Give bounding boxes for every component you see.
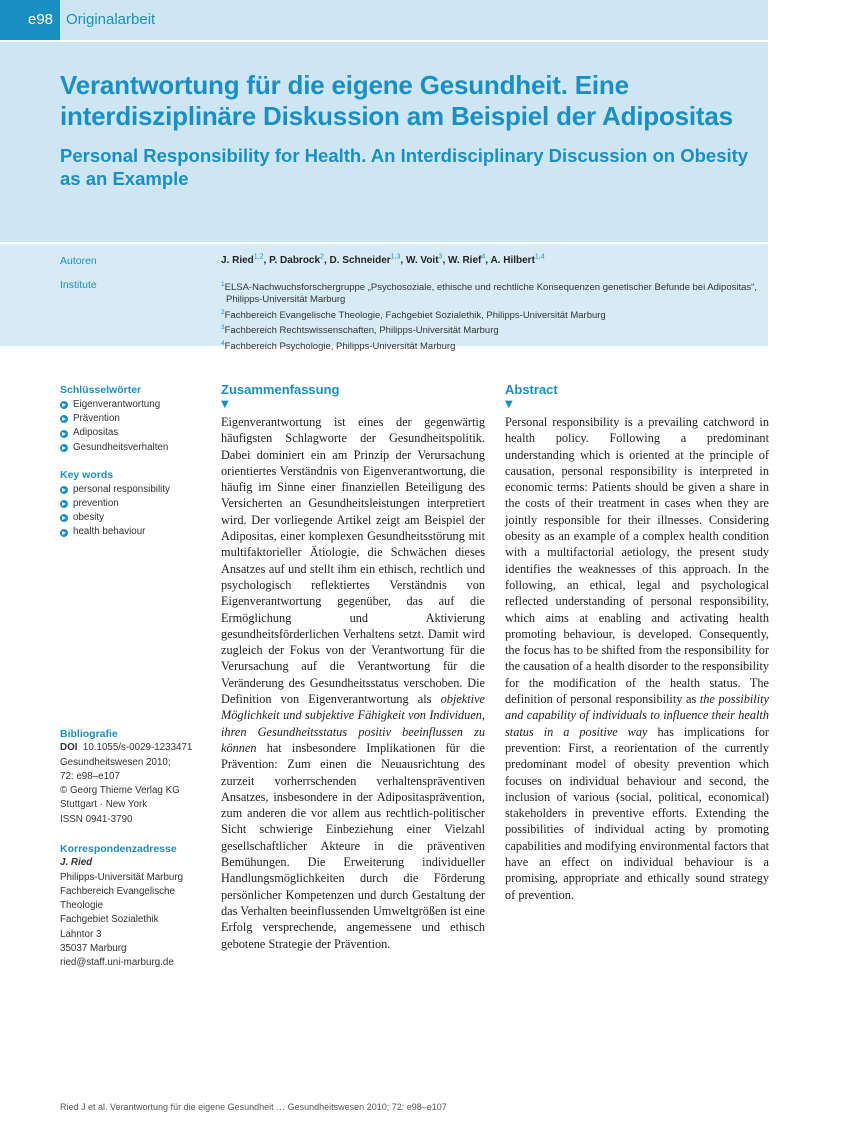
bullet-arrow-icon xyxy=(60,401,68,409)
keyword-item: Gesundheitsverhalten xyxy=(60,441,210,455)
author: W. Rief$^4$, xyxy=(448,254,491,267)
page-number: e98 xyxy=(0,0,60,40)
address-line: Fachgebiet Sozialethik xyxy=(60,914,159,926)
authors-block xyxy=(0,244,768,352)
correspondence-name: J. Ried xyxy=(60,857,93,869)
institute-item: $^4$Fachbereich Psychologie, Philipps-Universität Marburg xyxy=(221,339,456,352)
title-block xyxy=(0,42,768,242)
institutes-list xyxy=(221,279,761,353)
bullet-arrow-icon xyxy=(60,500,68,508)
correspondence-heading: Korrespondenzadresse xyxy=(60,843,177,855)
address-line: 35037 Marburg xyxy=(60,943,127,955)
author: W. Voit$^3$, xyxy=(405,254,449,267)
bullet-arrow-icon xyxy=(60,415,68,423)
triangle-down-icon: ▼ xyxy=(505,399,513,410)
keyword-item: obesity xyxy=(60,511,210,525)
bullet-arrow-icon xyxy=(60,529,68,537)
institute-item: $^3$Fachbereich Rechtswissenschaften, Philipps-Universität Marburg xyxy=(221,324,499,337)
address-line: Philipps-Universität Marburg xyxy=(60,871,184,883)
institutes-label: Institute xyxy=(60,279,97,291)
bullet-arrow-icon xyxy=(60,430,68,438)
keywords-de-heading: Schlüsselwörter xyxy=(60,384,142,396)
title-german: Verantwortung für die eigene Gesundheit. Eine interdisziplinäre Diskussion am Beispiel der Adipositas xyxy=(60,70,733,131)
author: A. Hilbert$^{1,4}$ xyxy=(490,254,545,267)
institute-item: $^1$ELSA-Nachwuchsforschergruppe „Psychosoziale, ethische und rechtliche Konsequenzen genetischer Befunde bei Adipositas“, Philipps-Universität Marburg xyxy=(221,281,757,306)
keywords-en-list xyxy=(60,483,210,540)
keyword-item: health behaviour xyxy=(60,525,210,539)
keyword-item: Adipositas xyxy=(60,426,210,440)
author: P. Dabrock$^2$, xyxy=(269,254,330,267)
author: D. Schneider$^{1,3}$, xyxy=(329,254,406,267)
bibliography-heading: Bibliografie xyxy=(60,728,118,740)
keywords-en-heading: Key words xyxy=(60,468,114,481)
keyword-item: prevention xyxy=(60,497,210,511)
authors-list xyxy=(221,254,545,266)
abstract-german-heading: Zusammenfassung xyxy=(221,382,340,397)
abstract-english xyxy=(505,381,769,903)
biblio-line: © Georg Thieme Verlag KG xyxy=(60,785,180,797)
biblio-line: 72: e98–e107 xyxy=(60,770,120,782)
abstract-german xyxy=(221,381,485,952)
authors-label: Autoren xyxy=(60,255,97,267)
address-line: Lahntor 3 xyxy=(60,928,102,940)
keyword-item: personal responsibility xyxy=(60,483,210,497)
institute-item: $^2$Fachbereich Evangelische Theologie, Fachgebiet Sozialethik, Philipps-Universität Marburg xyxy=(221,308,606,321)
keywords-de-list xyxy=(60,398,210,455)
bibliography-block xyxy=(60,727,210,827)
address-line: Theologie xyxy=(60,900,104,912)
title-english: Personal Responsibility for Health. An Interdisciplinary Discussion on Obesity as an Example xyxy=(60,145,749,189)
author: J. Ried$^{1,2}$, xyxy=(221,254,270,267)
biblio-line: ISSN 0941-3790 xyxy=(60,813,133,825)
keyword-item: Prävention xyxy=(60,412,210,426)
section-label: Originalarbeit xyxy=(60,0,768,40)
biblio-line: Gesundheitswesen 2010; xyxy=(60,756,171,768)
abstract-german-text: Eigenverantwortung ist eines der gegenwärtig häufigsten Schlagworte der Gesundheitspolitik. Dabei dominiert ein am Prinzip der Verursachung orientiertes Verständnis von Eigenverantwortung, die häufig im Sinne einer finanziellen Beteiligung des Versicherten an Gesundheitsleistungen interpretiert wird. Der vorliegende Artikel zeigt am Beispiel der Adipositas, einer komplexen Gesundheitsstörung mit multifaktorieller Ätiologie, die Schwächen dieses Ansatzes auf und stellt ihm ein ethisch, rechtlich und psychologisch reflektiertes Verständnis von Eigenverantwortung gegenüber, das auf die Ermöglichung und Aktivierung gesundheitsförderlichen Verhaltens setzt. Damit wird zugleich der Fokus von der Verantwortung für die Verursachung auf die Verantwortung für die Veränderung des Gesundheitsstatus verschoben. Die Definition von Eigenverantwortung als objektive Möglichkeit und subjektive Fähigkeit von Individuen, ihren Gesundheitsstatus positiv beeinflussen zu können hat insbesondere Implikationen für die Prävention: Zum einen die Neuausrichtung des zurzeit vorherrschenden verhaltenspräventiven Ansatzes, insbesondere in der Adipositasprävention, zum anderen die vor allem aus rechtlich-politischer Sicht schwierige Einbeziehung einer Vielzahl gesellschaftlicher Akteure in die präventiven Bemühungen. Die Erweiterung individueller Handlungsmöglichkeiten durch die Förderung persönlicher Kompetenzen und durch Gestaltung der das Verhalten beeinflussenden Umweltgrößen ist eine Erfolg versprechende, angemessene und ethisch gebotene Strategie der Prävention. xyxy=(221,415,485,951)
doi-line: DOI 10.1055/s-0029-1233471 xyxy=(60,742,193,754)
abstract-english-heading: Abstract xyxy=(505,382,558,397)
triangle-down-icon: ▼ xyxy=(221,399,229,410)
correspondence-block xyxy=(60,842,210,971)
bullet-arrow-icon xyxy=(60,486,68,494)
doi-link[interactable]: 10.1055/s-0029-1233471 xyxy=(82,742,193,754)
email-link[interactable]: ried@staff.uni-marburg.de xyxy=(60,957,174,969)
address-line: Fachbereich Evangelische xyxy=(60,885,175,897)
abstract-english-text: Personal responsibility is a prevailing catchword in health policy. Following a predominant understanding which is oriented at the principle of causation, personal responsibility is interpreted in economic terms: Patients should be given a share in the costs of their treatment in cases when they are jointly responsible for their illnesses. Considering obesity as an example of a complex health condition with a multifactorial aetiology, the present study identifies the weaknesses of this approach. In the following, an ethical, legal and psychological reflected understanding of personal responsibility, which aims at enabling and activating health promoting behaviour, is developed. Consequently, the focus has to be shifted from the responsibility for the causation of a health disorder to the responsibility for the modification of the health status. The definition of personal responsibility as the possibility and capability of individuals to influence their health status in a positive way has implications for prevention: First, a reorientation of the currently predominant model of obesity prevention which focuses on individual behaviour and second, the inclusion of various (social, political, economical) stakeholders in preventive efforts. Extending the possibilities of individual acting by promoting capabilities and modifying environmental factors that have an effect on individual behaviour is a promising, appropriate and ethically sound strategy of prevention. xyxy=(505,415,770,902)
page-footer: Ried J et al. Verantwortung für die eigene Gesundheit … Gesundheitswesen 2010; 72: e98–e107 xyxy=(60,1102,447,1112)
keyword-item: Eigenverantwortung xyxy=(60,398,210,412)
biblio-line: Stuttgart · New York xyxy=(60,799,148,811)
keywords-sidebar xyxy=(60,384,210,554)
bullet-arrow-icon xyxy=(60,444,68,452)
bullet-arrow-icon xyxy=(60,514,68,522)
